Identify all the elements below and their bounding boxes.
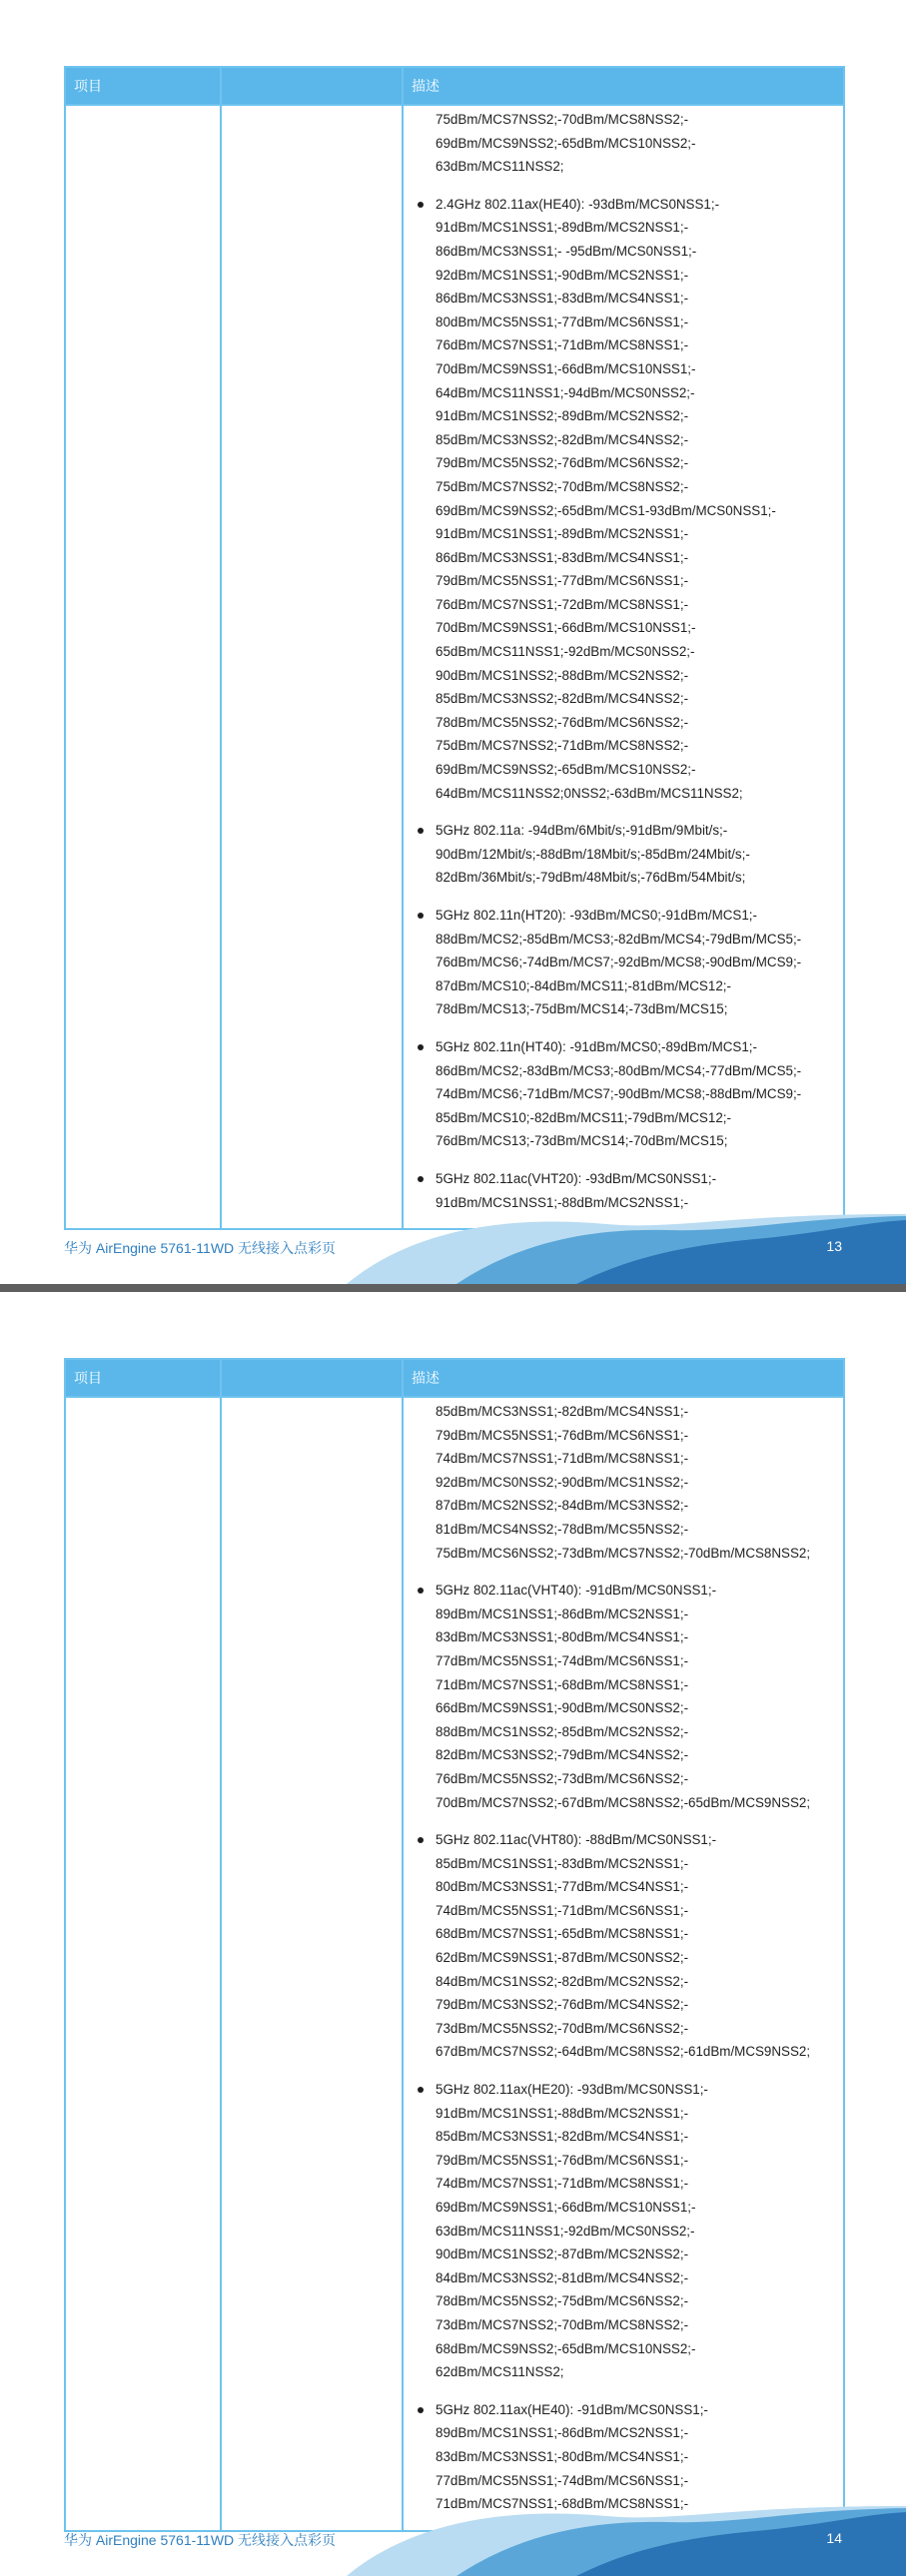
list-item: 5GHz 802.11a: -94dBm/6Mbit/s;-91dBm/9Mbit/s;- 90dBm/12Mbit/s;-88dBm/18Mbit/s;-85dBm/24Mbit/s;- 82dBm/36Mbit/s;-79dBm/48Mbit/s;-76dBm/54Mbit/s; [412,819,835,890]
description-cell [403,1397,844,2531]
list-item: 5GHz 802.11ax(HE20): -93dBm/MCS0NSS1;- 91dBm/MCS1NSS1;-88dBm/MCS2NSS1;- 85dBm/MCS3NSS1;-82dBm/MCS4NSS1;- 79dBm/MCS5NSS1;-76dBm/MCS6NSS1;- 74dBm/MCS7NSS1;-71dBm/MCS8NSS1;- 69dBm/MCS9NSS1;-66dBm/MCS10NSS1;- 63dBm/MCS11NSS1;-92dBm/MCS0NSS2;- 90dBm/MCS1NSS2;-87dBm/MCS2NSS2;- 84dBm/MCS3NSS2;-81dBm/MCS4NSS2;- 78dBm/MCS5NSS2;-75dBm/MCS6NSS2;- 73dBm/MCS7NSS2;-70dBm/MCS8NSS2;- 68dBm/MCS9NSS2;-65dBm/MCS10NSS2;- 62dBm/MCS11NSS2; [412,2078,835,2384]
spec-table [64,1358,845,2532]
spec-list [412,1579,835,2516]
table-header-row [65,1359,844,1397]
page-footer [0,2506,906,2576]
header-item: 项目 [65,67,221,105]
list-item: 5GHz 802.11ac(VHT40): -91dBm/MCS0NSS1;- 89dBm/MCS1NSS1;-86dBm/MCS2NSS1;- 83dBm/MCS3NSS1;-80dBm/MCS4NSS1;- 77dBm/MCS5NSS1;-74dBm/MCS6NSS1;- 71dBm/MCS7NSS1;-68dBm/MCS8NSS1;- 66dBm/MCS9NSS1;-90dBm/MCS0NSS2;- 88dBm/MCS1NSS2;-85dBm/MCS2NSS2;- 82dBm/MCS3NSS2;-79dBm/MCS4NSS2;- 76dBm/MCS5NSS2;-73dBm/MCS6NSS2;- 70dBm/MCS7NSS2;-67dBm/MCS8NSS2;-65dBm/MCS9NSS2; [412,1579,835,1814]
continued-text: 85dBm/MCS3NSS1;-82dBm/MCS4NSS1;- 79dBm/MCS5NSS1;-76dBm/MCS6NSS1;- 74dBm/MCS7NSS1;-71dBm/MCS8NSS1;- 92dBm/MCS0NSS2;-90dBm/MCS1NSS2;- 87dBm/MCS2NSS2;-84dBm/MCS3NSS2;- 81dBm/MCS4NSS2;-78dBm/MCS5NSS2;- 75dBm/MCS6NSS2;-73dBm/MCS7NSS2;-70dBm/MCS8NSS2; [436,1404,811,1561]
header-subitem [221,67,403,105]
description-cell [403,105,844,1229]
continued-text: 75dBm/MCS7NSS2;-70dBm/MCS8NSS2;- 69dBm/MCS9NSS2;-65dBm/MCS10NSS2;- 63dBm/MCS11NSS2; [436,112,696,175]
page-number: 13 [826,1238,842,1254]
header-subitem [221,1359,403,1397]
page-number: 14 [826,2530,842,2546]
document-page [0,1292,906,2576]
spec-table [64,66,845,1230]
footer-wave-graphic [347,1214,906,1284]
header-item: 项目 [65,1359,221,1397]
table-row [65,1397,844,2531]
table-row [65,105,844,1229]
header-description: 描述 [403,1359,844,1397]
item-cell [65,105,221,1229]
list-item: 5GHz 802.11ax(HE40): -91dBm/MCS0NSS1;- 89dBm/MCS1NSS1;-86dBm/MCS2NSS1;- 83dBm/MCS3NSS1;-80dBm/MCS4NSS1;- 77dBm/MCS5NSS1;-74dBm/MCS6NSS1;- 71dBm/MCS7NSS1;-68dBm/MCS8NSS1;- [412,2398,835,2516]
page-footer [0,1214,906,1284]
item-cell [65,1397,221,2531]
header-description: 描述 [403,67,844,105]
spec-list [412,193,835,1214]
subitem-cell [221,105,403,1229]
footer-document-title: 华为 AirEngine 5761-11WD 无线接入点彩页 [64,2532,337,2548]
subitem-cell [221,1397,403,2531]
page-separator [0,1284,906,1292]
table-header-row [65,67,844,105]
list-item: 5GHz 802.11ac(VHT80): -88dBm/MCS0NSS1;- 85dBm/MCS1NSS1;-83dBm/MCS2NSS1;- 80dBm/MCS3NSS1;-77dBm/MCS4NSS1;- 74dBm/MCS5NSS1;-71dBm/MCS6NSS1;- 68dBm/MCS7NSS1;-65dBm/MCS8NSS1;- 62dBm/MCS9NSS1;-87dBm/MCS0NSS2;- 84dBm/MCS1NSS2;-82dBm/MCS2NSS2;- 79dBm/MCS3NSS2;-76dBm/MCS4NSS2;- 73dBm/MCS5NSS2;-70dBm/MCS6NSS2;- 67dBm/MCS7NSS2;-64dBm/MCS8NSS2;-61dBm/MCS9NSS2; [412,1828,835,2064]
list-item: 5GHz 802.11n(HT20): -93dBm/MCS0;-91dBm/MCS1;- 88dBm/MCS2;-85dBm/MCS3;-82dBm/MCS4;-79dBm/MCS5;- 76dBm/MCS6;-74dBm/MCS7;-92dBm/MCS8;-90dBm/MCS9;- 87dBm/MCS10;-84dBm/MCS11;-81dBm/MCS12;- 78dBm/MCS13;-75dBm/MCS14;-73dBm/MCS15; [412,904,835,1021]
list-item: 2.4GHz 802.11ax(HE40): -93dBm/MCS0NSS1;- 91dBm/MCS1NSS1;-89dBm/MCS2NSS1;- 86dBm/MCS3NSS1;- -95dBm/MCS0NSS1;- 92dBm/MCS1NSS1;-90dBm/MCS2NSS1;- 86dBm/MCS3NSS1;-83dBm/MCS4NSS1;- 80dBm/MCS5NSS1;-77dBm/MCS6NSS1;- 76dBm/MCS7NSS1;-71dBm/MCS8NSS1;- 70dBm/MCS9NSS1;-66dBm/MCS10NSS1;- 64dBm/MCS11NSS1;-94dBm/MCS0NSS2;- 91dBm/MCS1NSS2;-89dBm/MCS2NSS2;- 85dBm/MCS3NSS2;-82dBm/MCS4NSS2;- 79dBm/MCS5NSS2;-76dBm/MCS6NSS2;- 75dBm/MCS7NSS2;-70dBm/MCS8NSS2;- 69dBm/MCS9NSS2;-65dBm/MCS1-93dBm/MCS0NSS1;- 91dBm/MCS1NSS1;-89dBm/MCS2NSS1;- 86dBm/MCS3NSS1;-83dBm/MCS4NSS1;- 79dBm/MCS5NSS1;-77dBm/MCS6NSS1;- 76dBm/MCS7NSS1;-72dBm/MCS8NSS1;- 70dBm/MCS9NSS1;-66dBm/MCS10NSS1;- 65dBm/MCS11NSS1;-92dBm/MCS0NSS2;- 90dBm/MCS1NSS2;-88dBm/MCS2NSS2;- 85dBm/MCS3NSS2;-82dBm/MCS4NSS2;- 78dBm/MCS5NSS2;-76dBm/MCS6NSS2;- 75dBm/MCS7NSS2;-71dBm/MCS8NSS2;- 69dBm/MCS9NSS2;-65dBm/MCS10NSS2;- 64dBm/MCS11NSS2;0NSS2;-63dBm/MCS11NSS2; [412,193,835,805]
footer-wave-graphic [347,2506,906,2576]
list-item: 5GHz 802.11n(HT40): -91dBm/MCS0;-89dBm/MCS1;- 86dBm/MCS2;-83dBm/MCS3;-80dBm/MCS4;-77dBm/MCS5;- 74dBm/MCS6;-71dBm/MCS7;-90dBm/MCS8;-88dBm/MCS9;- 85dBm/MCS10;-82dBm/MCS11;-79dBm/MCS12;- 76dBm/MCS13;-73dBm/MCS14;-70dBm/MCS15; [412,1035,835,1153]
list-item: 5GHz 802.11ac(VHT20): -93dBm/MCS0NSS1;- 91dBm/MCS1NSS1;-88dBm/MCS2NSS1;- [412,1167,835,1214]
footer-document-title: 华为 AirEngine 5761-11WD 无线接入点彩页 [64,1240,337,1256]
document-page [0,0,906,1284]
